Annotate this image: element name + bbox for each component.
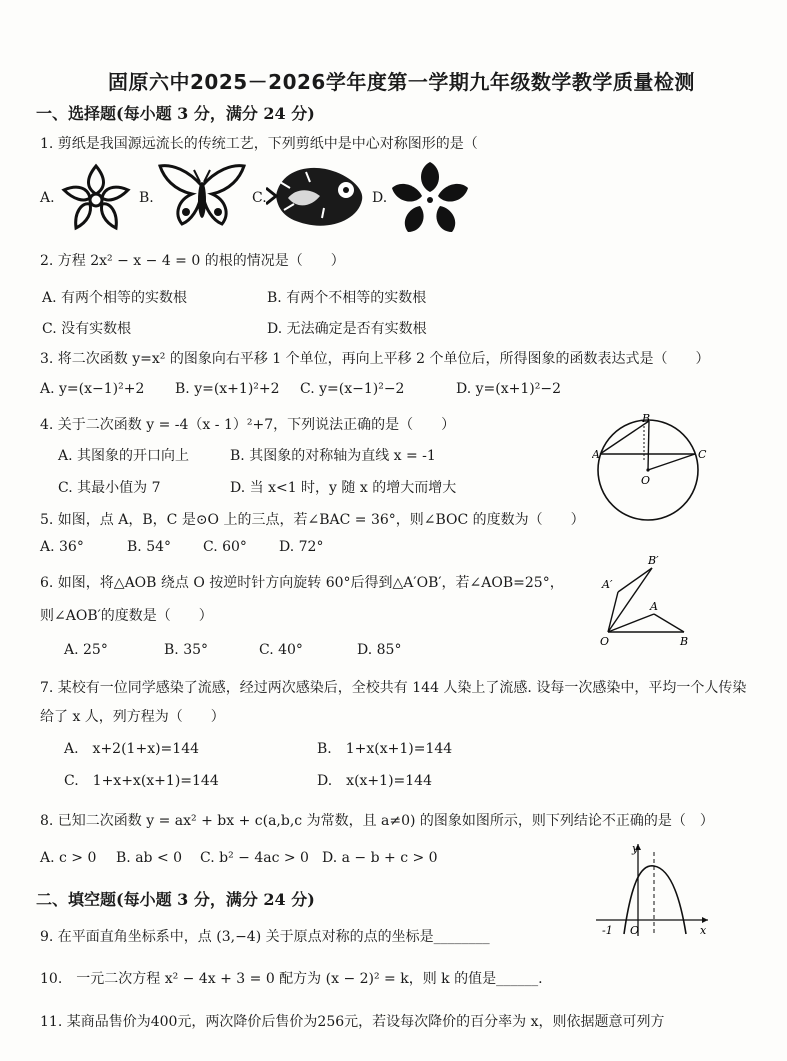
- q1-label-d: D.: [372, 190, 388, 206]
- question-6-stem: 6. 如图，将△AOB 绕点 O 按逆时针方向旋转 60°后得到△A′OB′，若∠AOB=25°，: [40, 575, 564, 591]
- q8-option-b: B. ab < 0: [116, 850, 183, 866]
- q6-option-d: D. 85°: [357, 642, 402, 658]
- question-1-stem: 1. 剪纸是我国源远流长的传统工艺，下列剪纸中是中心对称图形的是（: [40, 136, 478, 152]
- q5-circle-figure: [592, 412, 712, 540]
- q8-label-y: y: [632, 842, 639, 855]
- q5-label-c: C: [698, 448, 707, 461]
- question-5-stem: 5. 如图，点 A，B，C 是⊙O 上的三点，若∠BAC = 36°，则∠BOC 的度数为（ ）: [40, 512, 585, 528]
- q5-option-a: A. 36°: [40, 539, 84, 555]
- q2-option-a: A. 有两个相等的实数根: [42, 290, 188, 306]
- question-3-stem: 3. 将二次函数 y=x² 的图象向右平移 1 个单位，再向上平移 2 个单位后，所得图象的函数表达式是（ ）: [40, 351, 710, 367]
- q3-option-a: A. y=(x−1)²+2: [40, 381, 145, 397]
- q8-option-d: D. a − b + c > 0: [322, 850, 438, 866]
- q6-rotation-figure: [596, 552, 696, 648]
- q6-option-b: B. 35°: [164, 642, 209, 658]
- q7-option-c: C. 1+x+x(x+1)=144: [64, 773, 219, 789]
- section-heading-fill: 二、填空题(每小题 3 分，满分 24 分): [36, 890, 315, 909]
- question-4-stem: 4. 关于二次函数 y = -4（x - 1）²+7，下列说法正确的是（ ）: [40, 417, 456, 433]
- q3-option-b: B. y=(x+1)²+2: [175, 381, 280, 397]
- q3-option-d: D. y=(x+1)²−2: [456, 381, 561, 397]
- q2-option-b: B. 有两个不相等的实数根: [267, 290, 427, 306]
- q5-option-c: C. 60°: [203, 539, 247, 555]
- q6-label-b: B: [680, 635, 689, 648]
- q7-option-d: D. x(x+1)=144: [317, 773, 432, 789]
- q4-option-b: B. 其图象的对称轴为直线 x = -1: [230, 448, 436, 464]
- q5-label-a: A: [592, 448, 600, 461]
- q6-label-a1: A′: [602, 578, 613, 591]
- q1-papercut-fish-c: [266, 158, 372, 234]
- q4-option-c: C. 其最小值为 7: [58, 480, 161, 496]
- q1-label-a: A.: [40, 190, 55, 206]
- q6-option-a: A. 25°: [64, 642, 108, 658]
- question-11: 11. 某商品售价为400元，两次降价后售价为256元，若设每次降价的百分率为 x，则依据题意可列方: [40, 1014, 665, 1030]
- question-7-stem-cont: 给了 x 人，列方程为（ ）: [40, 709, 225, 725]
- q1-label-b: B.: [139, 190, 154, 206]
- q1-papercut-flower-a: [58, 160, 134, 236]
- question-6-stem-cont: 则∠AOB′的度数是（ ）: [40, 608, 213, 624]
- q5-option-d: D. 72°: [279, 539, 324, 555]
- q5-label-o: O: [641, 474, 651, 487]
- q8-option-a: A. c > 0: [40, 850, 97, 866]
- q6-option-c: C. 40°: [259, 642, 303, 658]
- q6-label-a: A: [650, 600, 658, 613]
- q2-option-d: D. 无法确定是否有实数根: [267, 321, 427, 337]
- q5-option-b: B. 54°: [127, 539, 172, 555]
- q8-parabola-figure: [596, 838, 716, 938]
- q8-label-o: O: [630, 924, 640, 937]
- q5-label-b: B: [642, 412, 651, 425]
- q8-option-c: C. b² − 4ac > 0: [200, 850, 309, 866]
- q1-papercut-butterfly-b: [156, 160, 248, 232]
- q8-label-minus1: -1: [602, 924, 613, 937]
- q2-option-c: C. 没有实数根: [42, 321, 132, 337]
- question-2-stem: 2. 方程 2x² − x − 4 = 0 的根的情况是（ ）: [40, 253, 345, 269]
- q7-option-b: B. 1+x(x+1)=144: [317, 741, 453, 757]
- q1-papercut-flower-d: [390, 160, 470, 236]
- question-7-stem: 7. 某校有一位同学感染了流感，经过两次感染后，全校共有 144 人染上了流感. 设每一次感染中，平均一个人传染: [40, 680, 747, 696]
- q3-option-c: C. y=(x−1)²−2: [300, 381, 405, 397]
- question-10: 10. 一元二次方程 x² − 4x + 3 = 0 配方为 (x − 2)² = k，则 k 的值是______.: [40, 971, 543, 987]
- question-8-stem: 8. 已知二次函数 y = ax² + bx + c(a,b,c 为常数，且 a≠0) 的图象如图所示，则下列结论不正确的是（ ）: [40, 813, 714, 829]
- q4-option-d: D. 当 x<1 时，y 随 x 的增大而增大: [230, 480, 457, 496]
- q8-label-x: x: [700, 924, 707, 937]
- page-title: 固原六中2025－2026学年度第一学期九年级数学教学质量检测: [108, 70, 695, 94]
- q4-option-a: A. 其图象的开口向上: [58, 448, 190, 464]
- q1-label-c: C.: [252, 190, 267, 206]
- q7-option-a: A. x+2(1+x)=144: [64, 741, 200, 757]
- q6-label-b1: B′: [648, 554, 659, 567]
- section-heading-choice: 一、选择题(每小题 3 分，满分 24 分): [36, 104, 315, 123]
- q6-label-o: O: [600, 635, 610, 648]
- question-9: 9. 在平面直角坐标系中，点 (3,−4) 关于原点对称的点的坐标是________: [40, 929, 490, 945]
